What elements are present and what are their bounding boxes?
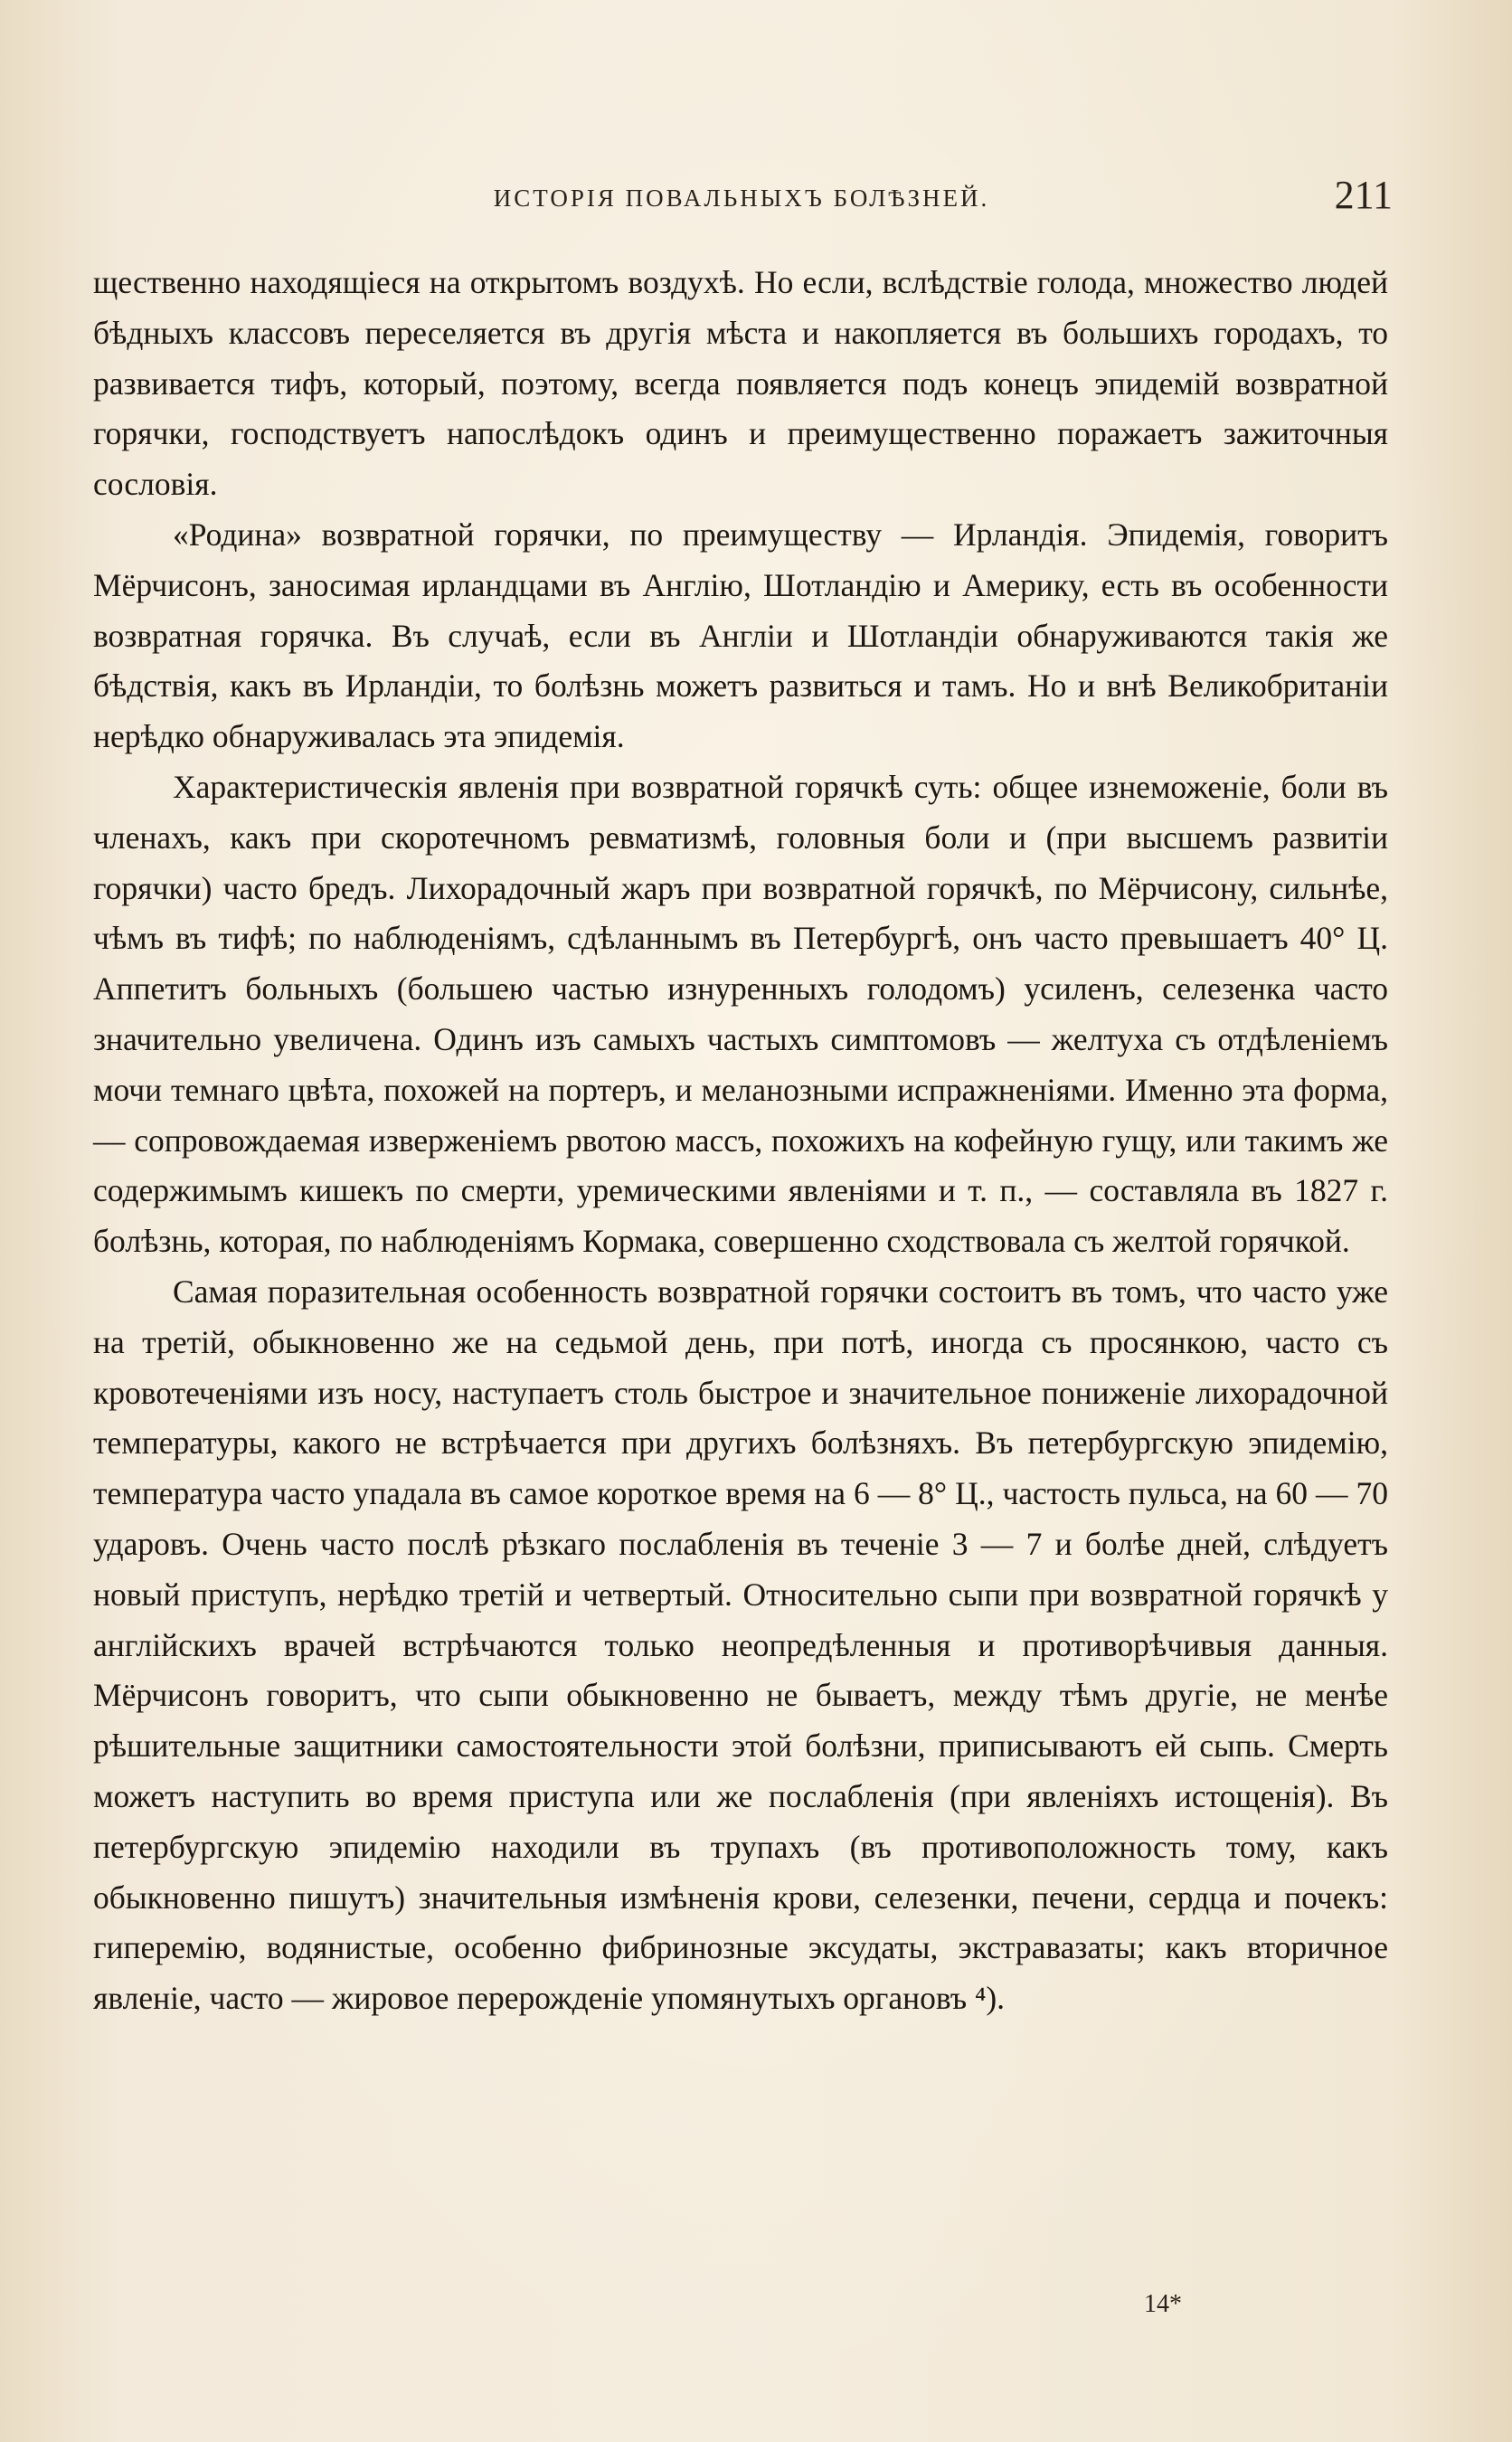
paragraph-continuation: щественно находящіеся на открытомъ воздухѣ. Но если, вслѣдствіе голода, множество людей бѣдныхъ классовъ переселяется въ другія мѣста и накопляется въ большихъ городахъ, то развивается тифъ, который, поэтому, всегда появляется подъ конецъ эпидемій возвратной горячки, господствуетъ напослѣдокъ одинъ и преимущественно поражаетъ зажиточныя сословія.: [93, 264, 1388, 503]
signature-mark: 14*: [1144, 2290, 1182, 2318]
page-number: 211: [1334, 173, 1393, 217]
paragraph-crisis: Самая поразительная особенность возвратной горячки состоитъ въ томъ, что часто уже на третій, обыкновенно же на седьмой день, при потѣ, иногда съ просянкою, часто съ кровотеченіями изъ носу, наступаетъ столь быстрое и значительное пониженіе лихорадочной температуры, какого не встрѣчается при другихъ болѣзняхъ. Въ петербургскую эпидемію, температура часто упадала въ самое короткое время на 6 — 8° Ц., частость пульса, на 60 — 70 ударовъ. Очень часто послѣ рѣзкаго послабленія въ теченіе 3 — 7 и болѣе дней, слѣдуетъ новый приступъ, нерѣдко третій и четвертый. Относительно сыпи при возвратной горячкѣ у англійскихъ врачей встрѣчаются только неопредѣленныя и противорѣчивыя данныя. Мёрчисонъ говоритъ, что сыпи обыкновенно не бываетъ, между тѣмъ другіе, не менѣе рѣшительные защитники самостоятельности этой болѣзни, приписываютъ ей сыпь. Смерть можетъ наступить во время приступа или же послабленія (при явленіяхъ истощенія). Въ петербургскую эпидемію находили въ трупахъ (въ противоположность тому, какъ обыкновенно пишутъ) значительныя измѣненія крови, селезенки, печени, сердца и почекъ: гиперемію, водянистые, особенно фибринозные эксудаты, экстравазаты; какъ вторичное явленіе, часто — жировое перерожденіе упомянутыхъ органовъ ⁴).: [93, 1273, 1388, 2017]
body-text: [93, 258, 1388, 2024]
paragraph-symptoms: Характеристическія явленія при возвратной горячкѣ суть: общее изнеможеніе, боли въ членахъ, какъ при скоротечномъ ревматизмѣ, головныя боли и (при высшемъ развитіи горячки) часто бредъ. Лихорадочный жаръ при возвратной горячкѣ, по Мёрчисону, сильнѣе, чѣмъ въ тифѣ; по наблюденіямъ, сдѣланнымъ въ Петербургѣ, онъ часто превышаетъ 40° Ц. Аппетитъ больныхъ (большею частью изнуренныхъ голодомъ) усиленъ, селезенка часто значительно увеличена. Одинъ изъ самыхъ частыхъ симптомовъ — желтуха съ отдѣленіемъ мочи темнаго цвѣта, похожей на портеръ, и меланозными испражненіями. Именно эта форма, — сопровождаемая изверженіемъ рвотою массъ, похожихъ на кофейную гущу, или такимъ же содержимымъ кишекъ по смерти, уремическими явленіями и т. п., — составляла въ 1827 г. болѣзнь, которая, по наблюденіямъ Кормака, совершенно сходствовала съ желтой горячкой.: [93, 768, 1388, 1260]
running-title: ИСТОРІЯ ПОВАЛЬНЫХЪ БОЛѢЗНЕЙ.: [493, 185, 990, 212]
paragraph-rodina: «Родина» возвратной горячки, по преимуществу — Ирландія. Эпидемія, говоритъ Мёрчисонъ, заносимая ирландцами въ Англію, Шотландію и Америку, есть въ особенности возвратная горячка. Въ случаѣ, если въ Англіи и Шотландіи обнаруживаются такія же бѣдствія, какъ въ Ирландіи, то болѣзнь можетъ развиться и тамъ. Но и внѣ Великобританіи нерѣдко обнаруживалась эта эпидемія.: [93, 516, 1388, 755]
running-head: [90, 172, 1393, 217]
